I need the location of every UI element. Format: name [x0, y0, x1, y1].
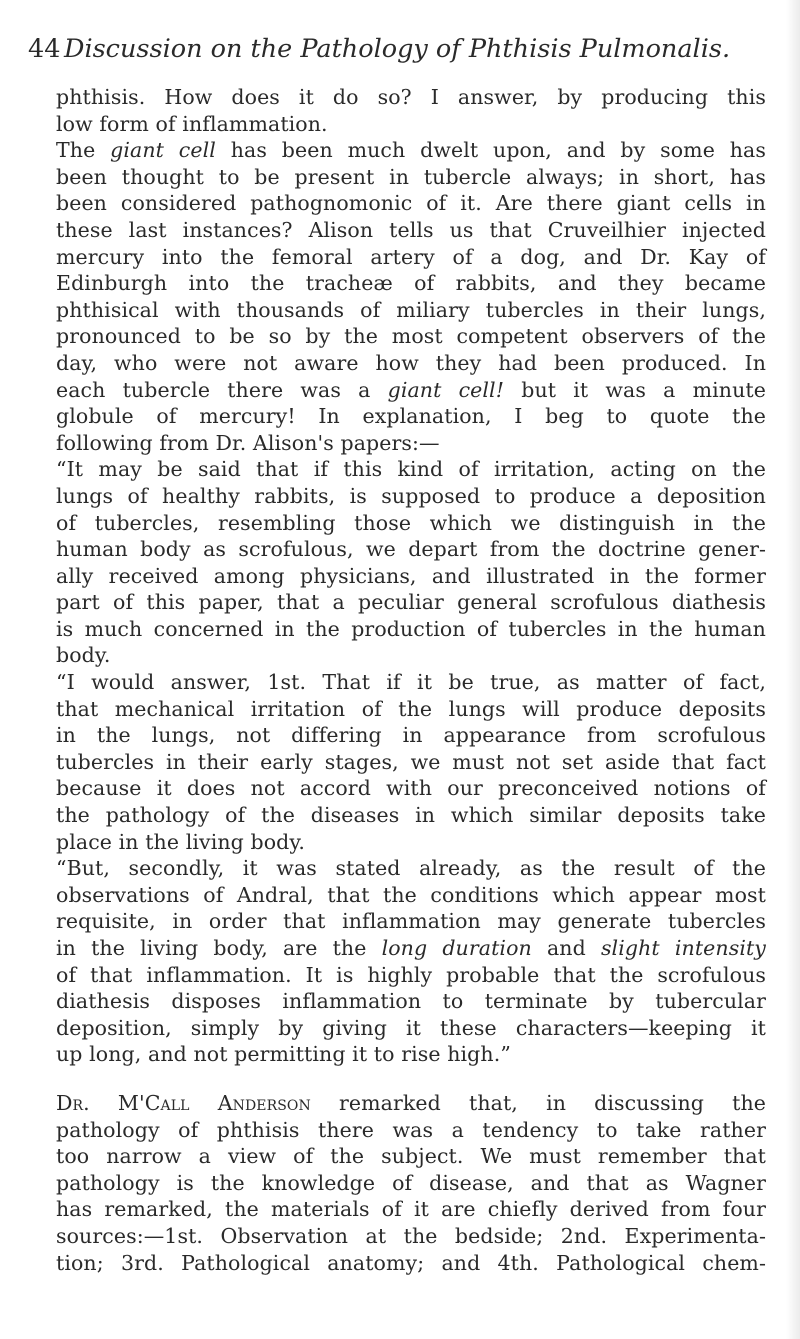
text-line	[56, 137, 766, 164]
quote-line: up long, and not permitting it to rise high.”	[56, 1042, 511, 1067]
text-fragment: each tubercle there was a	[56, 377, 388, 402]
emphasis-giant-cell: giant cell!	[387, 377, 505, 402]
text-line: phthisis. How does it do so? I answer, by producing this	[56, 85, 766, 109]
quote-line: lungs of healthy rabbits, is supposed to produce a deposition	[56, 483, 766, 508]
text-line: these last instances? Alison tells us that Cruveilhier injected	[56, 217, 766, 242]
quote-line: of tubercles, resembling those which we distinguish in the	[56, 510, 766, 535]
quote-line: of that inflammation. It is highly probable that the scrofulous	[56, 962, 766, 987]
running-title: Discussion on the Pathology of Phthisis Pulmonalis.	[64, 34, 731, 64]
quote-line: the pathology of the diseases in which similar deposits take	[56, 803, 766, 828]
quote-line: “I would answer, 1st. That if it be true, as matter of fact,	[56, 670, 766, 695]
quote-line: diathesis disposes inflammation to terminate by tubercular	[56, 989, 766, 1014]
quote-line: is much concerned in the production of tubercles in the human	[56, 616, 766, 641]
text-line	[56, 1090, 766, 1117]
text-fragment: remarked that, in discussing the	[310, 1090, 766, 1115]
text-line: tion; 3rd. Pathological anatomy; and 4th. Pathological chem-	[56, 1250, 766, 1275]
text-line: low form of inflammation.	[56, 111, 328, 136]
body-text	[56, 84, 766, 1276]
emphasis-giant-cell: giant cell	[110, 138, 216, 163]
text-line: been thought to be present in tubercle always; in short, has	[56, 164, 766, 189]
quote-line: tubercles in their early stages, we must not set aside that fact	[56, 749, 766, 774]
speaker-name: Dr. M'Call Anderson	[56, 1090, 311, 1115]
text-fragment: but it was a minute	[504, 377, 766, 402]
text-line: been considered pathognomonic of it. Are there giant cells in	[56, 191, 766, 216]
quote-line: that mechanical irritation of the lungs will produce deposits	[56, 696, 766, 721]
page-edge-shadow	[786, 0, 800, 1339]
text-line: pathology of phthisis there was a tendency to take rather	[56, 1117, 766, 1142]
quote-line: deposition, simply by giving it these characters—keeping it	[56, 1015, 766, 1040]
text-fragment: The	[56, 138, 111, 163]
quote-line	[56, 935, 766, 962]
quote-line: requisite, in order that inflammation may generate tubercles	[56, 909, 766, 934]
text-line: Edinburgh into the tracheæ of rabbits, and they became	[56, 271, 766, 296]
text-line: globule of mercury! In explanation, I beg to quote the	[56, 404, 766, 429]
quote-line: because it does not accord with our preconceived notions of	[56, 776, 766, 801]
text-line: too narrow a view of the subject. We must remember that	[56, 1144, 766, 1169]
text-fragment: has been much dwelt upon, and by some has	[215, 138, 766, 163]
quote-line: human body as scrofulous, we depart from the doctrine gener-	[56, 537, 766, 562]
emphasis-slight-intensity: slight intensity	[600, 936, 766, 960]
text-line: sources:—1st. Observation at the bedside; 2nd. Experimenta-	[56, 1223, 766, 1248]
text-line: pronounced to be so by the most competent observers of the	[56, 324, 766, 349]
quote-line: “It may be said that if this kind of irritation, acting on the	[56, 457, 766, 482]
text-line: phthisical with thousands of miliary tubercles in their lungs,	[56, 297, 766, 322]
quote-line: ally received among physicians, and illustrated in the former	[56, 563, 766, 588]
running-header	[28, 34, 768, 66]
text-line: mercury into the femoral artery of a dog, and Dr. Kay of	[56, 244, 766, 269]
quote-line: in the lungs, not differing in appearance from scrofulous	[56, 723, 766, 748]
quote-line: “But, secondly, it was stated already, as the result of the	[56, 856, 766, 881]
quote-line: place in the living body.	[56, 829, 305, 854]
paragraph-gap	[56, 1068, 766, 1090]
text-line	[56, 377, 766, 404]
text-line: has remarked, the materials of it are chiefly derived from four	[56, 1197, 766, 1222]
emphasis-long-duration: long duration	[381, 936, 532, 960]
quote-line: part of this paper, that a peculiar general scrofulous diathesis	[56, 590, 766, 615]
text-fragment: in the living body, are the	[56, 936, 382, 960]
quote-line: observations of Andral, that the conditions which appear most	[56, 882, 766, 907]
text-line: following from Dr. Alison's papers:—	[56, 430, 440, 455]
page-number: 44	[28, 34, 61, 64]
quote-line: body.	[56, 643, 111, 668]
text-line: pathology is the knowledge of disease, and that as Wagner	[56, 1170, 766, 1195]
text-fragment: and	[531, 936, 601, 960]
text-line: day, who were not aware how they had been produced. In	[56, 350, 766, 375]
